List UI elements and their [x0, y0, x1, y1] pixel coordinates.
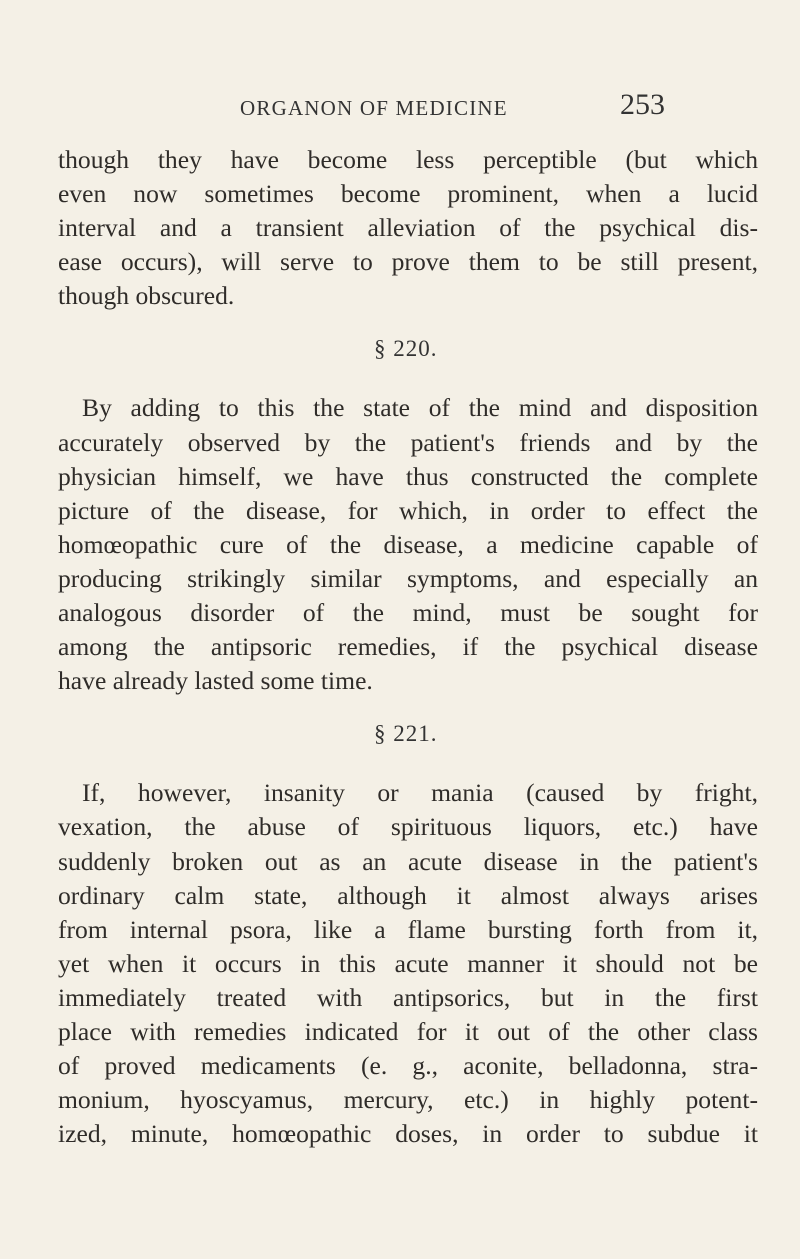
text-line: yet when it occurs in this acute manner it should not be: [58, 948, 758, 978]
text-line: vexation, the abuse of spirituous liquors, etc.) have: [58, 812, 758, 842]
text-line: though they have become less perceptible (but which: [58, 145, 758, 174]
text-line: among the antipsoric remedies, if the psychical disease: [58, 632, 758, 662]
text-line: even now sometimes become prominent, when a lucid: [58, 179, 758, 209]
text-line: producing strikingly similar symptoms, and especially an: [58, 563, 758, 593]
text-line: suddenly broken out as an acute disease in the patient's: [58, 846, 758, 876]
text-line: homœopathic cure of the disease, a medicine capable of: [58, 529, 758, 559]
text-line: of proved medicaments (e. g., aconite, belladonna, stra-: [58, 1051, 758, 1081]
text-line: accurately observed by the patient's friends and by the: [58, 427, 758, 457]
running-title: ORGANON OF MEDICINE: [240, 96, 508, 120]
text-line: physician himself, we have thus constructed the complete: [58, 461, 758, 491]
text-line: By adding to this the state of the mind and disposition: [82, 393, 758, 423]
text-line: interval and a transient alleviation of the psychical dis-: [58, 213, 758, 243]
page-number: 253: [620, 88, 665, 121]
section-number: § 220.: [374, 336, 438, 362]
text-line: picture of the disease, for which, in order to effect the: [58, 495, 758, 525]
text-line: though obscured.: [58, 281, 235, 311]
section-number: § 221.: [374, 721, 438, 747]
section-heading-221: [58, 698, 758, 776]
text-line: immediately treated with antipsorics, but in the first: [58, 982, 758, 1012]
text-line: analogous disorder of the mind, must be sought for: [58, 598, 758, 628]
text-line: ordinary calm state, although it almost always arises: [58, 880, 758, 910]
text-line: place with remedies indicated for it out of the other class: [58, 1016, 758, 1046]
text-line: have already lasted some time.: [58, 666, 373, 696]
text-line: ized, minute, homœopathic doses, in order to subdue it: [58, 1119, 758, 1149]
text-line: from internal psora, like a flame bursting forth from it,: [58, 914, 758, 944]
section-heading-220: [58, 313, 758, 391]
text-line: If, however, insanity or mania (caused by fright,: [82, 778, 758, 808]
text-line: ease occurs), will serve to prove them to be still present,: [58, 247, 758, 277]
text-line: monium, hyoscyamus, mercury, etc.) in highly potent-: [58, 1085, 758, 1115]
running-header: [0, 88, 800, 128]
body-text: [58, 143, 758, 1151]
